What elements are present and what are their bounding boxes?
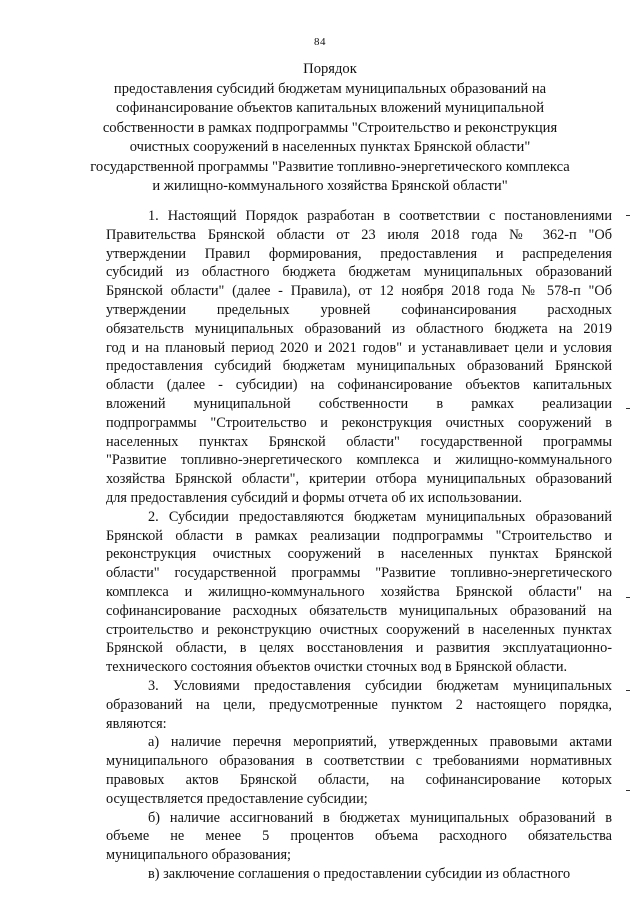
paragraph-line: Брянской области в рамках реализации подпрограммы "Строительство и: [106, 527, 612, 544]
paragraph-line: образований на цели, предусмотренные пунктом 2 настоящего порядка,: [106, 696, 612, 713]
title-line: государственной программы "Развитие топливно-энергетического комплекса: [90, 158, 570, 175]
title-line: предоставления субсидий бюджетам муниципальных образований на: [113, 80, 547, 97]
document-title: [80, 60, 580, 197]
paragraph-line: подпрограммы "Строительство и реконструкция очистных сооружений в: [106, 414, 612, 431]
paragraph-line: комплекса и жилищно-коммунального хозяйства Брянской области" на: [106, 583, 612, 600]
paragraph-line: Брянской области" (далее - Правила), от 12 ноября 2018 года № 578-п "Об: [106, 283, 612, 300]
paragraph-line: технического состояния объектов очистки сточных вод в Брянской области.: [106, 659, 568, 676]
title-line: Порядок: [303, 61, 357, 77]
paragraph-line: правовых актов Брянской области, на софинансирование которых: [106, 771, 612, 788]
paragraph-line: 2. Субсидии предоставляются бюджетам муниципальных образований: [148, 508, 612, 525]
paragraph-line: населенных пунктах Брянской области" государственной программы: [106, 433, 612, 450]
paragraph-line: объеме не менее 5 процентов объема расходного обязательства: [106, 828, 612, 845]
paragraph-line: для предоставления субсидий и формы отчета об их использовании.: [106, 489, 523, 506]
paragraph-line: 3. Условиями предоставления субсидии бюджетам муниципальных: [148, 677, 612, 694]
paragraph-line: являются:: [106, 715, 167, 732]
paragraph-line: 1. Настоящий Порядок разработан в соответствии с постановлениями: [148, 208, 612, 224]
paragraph: [106, 809, 612, 865]
paragraph-line: год и на плановый период 2020 и 2021 годов" и устанавливает цели и условия: [106, 339, 612, 356]
paragraph-line: реконструкция очистных сооружений в населенных пунктах Брянской: [106, 546, 612, 563]
paragraph-line: Брянской области, в целях восстановления и развития эксплуатационно-: [106, 640, 612, 657]
title-line: собственности в рамках подпрограммы "Строительство и реконструкция: [102, 119, 558, 136]
scan-margin-mark: [626, 215, 630, 216]
paragraph-line: "Развитие топливно-энергетического комплекса и жилищно-коммунального: [106, 452, 612, 469]
scan-margin-mark: [626, 597, 630, 598]
paragraph: [106, 865, 612, 884]
title-line: и жилищно-коммунального хозяйства Брянской области": [152, 178, 508, 194]
paragraph: [106, 677, 612, 733]
paragraph-line: а) наличие перечня мероприятий, утвержденных правовыми актами: [148, 734, 612, 751]
title-line: софинансирование объектов капитальных вложений муниципальной: [115, 100, 545, 116]
title-line: очистных сооружений в населенных пунктах Брянской области": [129, 139, 531, 155]
scan-margin-mark: [626, 408, 630, 409]
paragraph-line: обязательств муниципальных образований из областного бюджета на 2019: [106, 320, 612, 337]
paragraph-line: предоставления субсидий бюджетам муниципальных образований Брянской: [106, 358, 612, 375]
scan-margin-mark: [626, 790, 630, 791]
paragraph-line: Правительства Брянской области от 23 июля 2018 года № 362-п "Об: [106, 226, 612, 243]
paragraph-line: осуществляется предоставление субсидии;: [106, 790, 368, 807]
paragraph-line: вложений муниципальной собственности в рамках реализации: [106, 395, 612, 412]
paragraph-line: области" государственной программы "Развитие топливно-энергетического: [106, 565, 612, 582]
paragraph-line: утверждении Правил формирования, предоставления и распределения: [106, 245, 612, 262]
paragraph-line: области (далее - субсидии) на софинансирование объектов капитальных: [106, 377, 612, 394]
paragraph: [106, 207, 612, 508]
paragraph-line: муниципального образования;: [106, 847, 291, 864]
paragraph-line: хозяйства Брянской области", критерии отбора муниципальных образований: [106, 471, 612, 488]
paragraph-line: субсидий из областного бюджета бюджетам муниципальных образований: [106, 264, 612, 281]
paragraph-line: софинансирование расходных обязательств муниципальных образований на: [106, 602, 612, 619]
document-body: [106, 207, 612, 884]
paragraph-line: в) заключение соглашения о предоставлении субсидии из областного: [148, 865, 571, 882]
paragraph-line: утверждении предельных уровней софинансирования расходных: [106, 301, 612, 318]
paragraph-line: строительство и реконструкцию очистных сооружений в населенных пунктах: [106, 621, 612, 638]
paragraph-line: б) наличие ассигнований в бюджетах муниципальных образований в: [148, 809, 612, 826]
paragraph: [106, 733, 612, 808]
page-number: 84: [314, 36, 326, 48]
scan-margin-mark: [626, 690, 630, 691]
paragraph-line: муниципального образования в соответствии с требованиями нормативных: [106, 753, 612, 770]
paragraph: [106, 508, 612, 677]
